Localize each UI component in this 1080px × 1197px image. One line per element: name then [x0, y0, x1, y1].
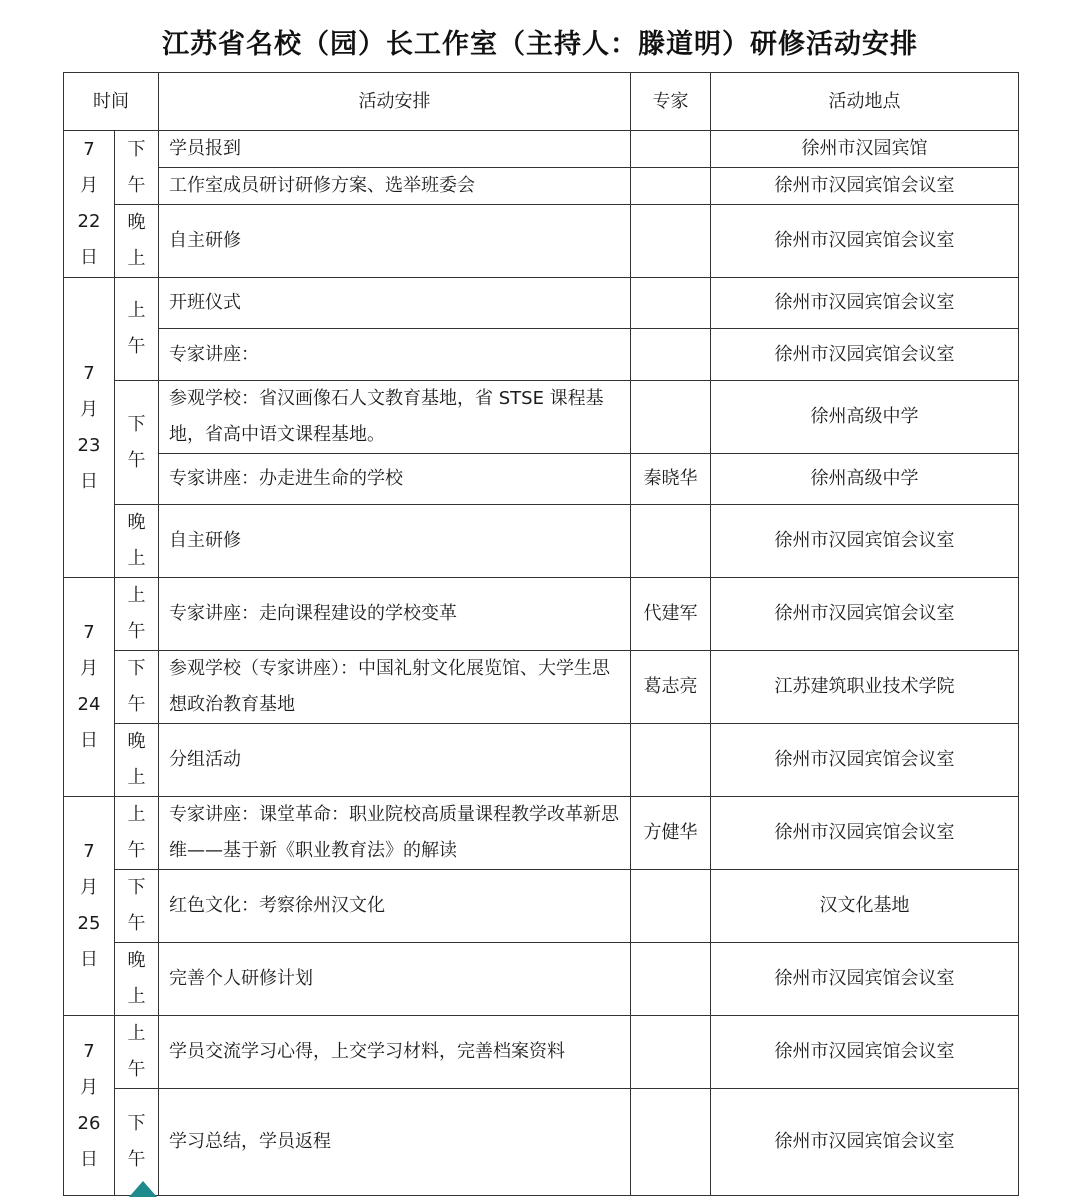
location-cell: 徐州市汉园宾馆: [711, 131, 1019, 168]
location-cell: 徐州高级中学: [711, 454, 1019, 505]
table-row: [64, 943, 1019, 1016]
activity-cell: 专家讲座：走向课程建设的学校变革: [159, 578, 631, 651]
activity-cell: 红色文化：考察徐州汉文化: [159, 870, 631, 943]
activity-cell: 专家讲座：办走进生命的学校: [159, 454, 631, 505]
header-row: [64, 73, 1019, 131]
segment-cell: 下 午: [115, 1089, 159, 1196]
segment-cell: 下 午: [115, 131, 159, 205]
table-row: [64, 578, 1019, 651]
date-cell: 7 月 24 日: [64, 578, 115, 797]
location-cell: 徐州市汉园宾馆会议室: [711, 505, 1019, 578]
location-cell: 徐州市汉园宾馆会议室: [711, 578, 1019, 651]
activity-cell: 专家讲座：课堂革命：职业院校高质量课程教学改革新思维——基于新《职业教育法》的解读: [159, 797, 631, 870]
activity-cell: 完善个人研修计划: [159, 943, 631, 1016]
table-row: [64, 724, 1019, 797]
location-cell: 徐州市汉园宾馆会议室: [711, 943, 1019, 1016]
location-cell: 徐州市汉园宾馆会议室: [711, 797, 1019, 870]
expert-cell: [631, 329, 711, 381]
table-row: [64, 381, 1019, 454]
expert-cell: [631, 505, 711, 578]
table-row: [64, 797, 1019, 870]
table-row: [64, 651, 1019, 724]
expert-cell: 代建军: [631, 578, 711, 651]
segment-cell: 上 午: [115, 578, 159, 651]
location-cell: 汉文化基地: [711, 870, 1019, 943]
activity-cell: 自主研修: [159, 505, 631, 578]
expert-cell: [631, 381, 711, 454]
segment-cell: 晚 上: [115, 205, 159, 278]
date-cell: 7 月 25 日: [64, 797, 115, 1016]
table-row: [64, 1016, 1019, 1089]
location-cell: 徐州市汉园宾馆会议室: [711, 1016, 1019, 1089]
segment-cell: 晚 上: [115, 505, 159, 578]
activity-cell: 学员报到: [159, 131, 631, 168]
activity-cell: 自主研修: [159, 205, 631, 278]
location-cell: 徐州市汉园宾馆会议室: [711, 329, 1019, 381]
header-expert: 专家: [631, 73, 711, 131]
segment-cell: 上 午: [115, 278, 159, 381]
table-row: [64, 1089, 1019, 1196]
page-title: 江苏省名校（园）长工作室（主持人：滕道明）研修活动安排: [162, 29, 918, 60]
date-cell: 7 月 23 日: [64, 278, 115, 578]
activity-cell: 学员交流学习心得，上交学习材料，完善档案资料: [159, 1016, 631, 1089]
header-location: 活动地点: [711, 73, 1019, 131]
expert-cell: 方健华: [631, 797, 711, 870]
expert-cell: 秦晓华: [631, 454, 711, 505]
date-cell: 7 月 26 日: [64, 1016, 115, 1196]
expert-cell: [631, 168, 711, 205]
segment-cell: 上 午: [115, 1016, 159, 1089]
expert-cell: [631, 205, 711, 278]
expert-cell: [631, 1089, 711, 1196]
table-row: [64, 870, 1019, 943]
activity-cell: 工作室成员研讨研修方案、选举班委会: [159, 168, 631, 205]
triangle-marker-icon: [129, 1181, 157, 1197]
segment-cell: 晚 上: [115, 724, 159, 797]
activity-cell: 参观学校：省汉画像石人文教育基地，省 STSE 课程基地，省高中语文课程基地。: [159, 381, 631, 454]
expert-cell: [631, 943, 711, 1016]
activity-cell: 参观学校（专家讲座）：中国礼射文化展览馆、大学生思想政治教育基地: [159, 651, 631, 724]
location-cell: 徐州市汉园宾馆会议室: [711, 278, 1019, 329]
expert-cell: 葛志亮: [631, 651, 711, 724]
table-row: [64, 329, 1019, 381]
segment-cell: 下 午: [115, 381, 159, 505]
segment-cell: 晚 上: [115, 943, 159, 1016]
header-activity: 活动安排: [159, 73, 631, 131]
table-row: [64, 454, 1019, 505]
location-cell: 徐州市汉园宾馆会议室: [711, 168, 1019, 205]
header-time: 时间: [64, 73, 159, 131]
table-row: [64, 205, 1019, 278]
table-row: [64, 505, 1019, 578]
expert-cell: [631, 131, 711, 168]
expert-cell: [631, 278, 711, 329]
schedule-table: [63, 72, 1019, 1196]
expert-cell: [631, 870, 711, 943]
location-cell: 徐州高级中学: [711, 381, 1019, 454]
location-cell: 徐州市汉园宾馆会议室: [711, 724, 1019, 797]
expert-cell: [631, 1016, 711, 1089]
segment-cell: 上 午: [115, 797, 159, 870]
segment-cell: 下 午: [115, 870, 159, 943]
location-cell: 徐州市汉园宾馆会议室: [711, 1089, 1019, 1196]
location-cell: 徐州市汉园宾馆会议室: [711, 205, 1019, 278]
segment-cell: 下 午: [115, 651, 159, 724]
location-cell: 江苏建筑职业技术学院: [711, 651, 1019, 724]
activity-cell: 开班仪式: [159, 278, 631, 329]
table-row: [64, 278, 1019, 329]
activity-cell: 专家讲座：: [159, 329, 631, 381]
table-row: [64, 131, 1019, 168]
date-cell: 7 月 22 日: [64, 131, 115, 278]
table-row: [64, 168, 1019, 205]
expert-cell: [631, 724, 711, 797]
activity-cell: 分组活动: [159, 724, 631, 797]
activity-cell: 学习总结，学员返程: [159, 1089, 631, 1196]
